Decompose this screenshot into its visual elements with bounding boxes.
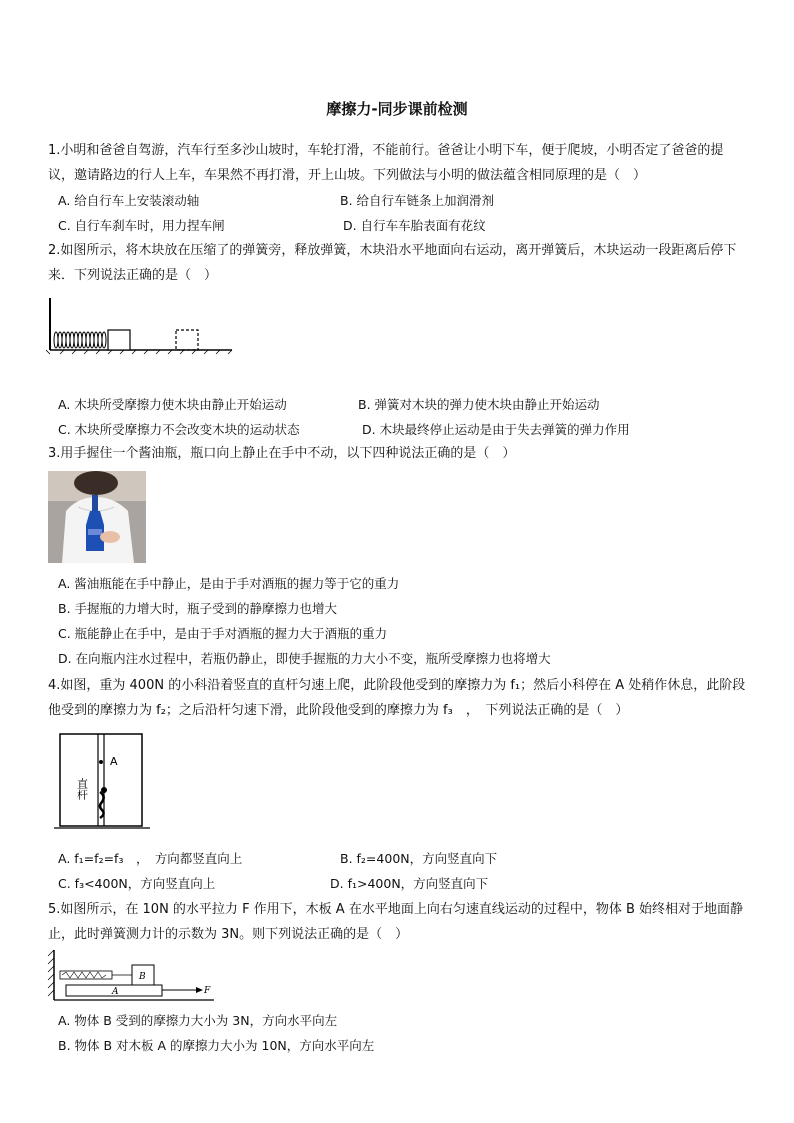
block-b-label: B: [139, 972, 146, 982]
force-f-label: F: [204, 986, 211, 996]
pole-climb-figure: [52, 730, 152, 832]
q2-option-c: C. 木块所受摩擦力不会改变木块的运动状态: [58, 422, 300, 437]
q5-option-b: B. 物体 B 对木板 A 的摩擦力大小为 10N，方向水平向左: [58, 1038, 375, 1053]
q4-option-d: D. f₁>400N，方向竖直向下: [330, 876, 489, 891]
q1-option-b: B. 给自行车链条上加润滑剂: [340, 193, 495, 208]
q4-option-a: A. f₁=f₂=f₃ ， 方向都竖直向上: [58, 851, 243, 866]
spring-block-figure: [46, 294, 236, 356]
q2-option-a: A. 木块所受摩擦力使木块由静止开始运动: [58, 397, 287, 412]
bottle-photo: [48, 471, 146, 563]
question-3-stem: 3.用手握住一个酱油瓶，瓶口向上静止在手中不动，以下四种说法正确的是（ ）: [48, 446, 516, 461]
q2-option-b: B. 弹簧对木块的弹力使木块由静止开始运动: [358, 397, 600, 412]
question-1-stem: 1.小明和爸爸自驾游，汽车行至多沙山坡时，车轮打滑，不能前行。爸爸让小明下车，便于爬坡，小明否定了爸爸的提议，邀请路边的行人上车，车果然不再打滑，开上山坡。下列做法与小明的做法蕴含相同原理的是（ ）: [48, 143, 724, 183]
q3-option-a: A. 酱油瓶能在手中静止，是由于手对酒瓶的握力等于它的重力: [58, 576, 400, 591]
q5-option-a: A. 物体 B 受到的摩擦力大小为 3N，方向水平向左: [58, 1013, 338, 1028]
q1-option-c: C. 自行车刹车时，用力捏车闸: [58, 218, 225, 233]
page-title: 摩擦力-同步课前检测: [326, 100, 468, 118]
question-2-stem: 2.如图所示，将木块放在压缩了的弹簧旁，释放弹簧，木块沿水平地面向右运动，离开弹簧后，木块运动一段距离后停下来．下列说法正确的是（ ）: [48, 243, 737, 283]
spring-scale-figure: [46, 948, 218, 1004]
q3-option-b: B. 手握瓶的力增大时，瓶子受到的静摩擦力也增大: [58, 601, 338, 616]
q4-option-c: C. f₃<400N，方向竖直向上: [58, 876, 216, 891]
q4-option-b: B. f₂=400N，方向竖直向下: [340, 851, 498, 866]
q1-option-d: D. 自行车车胎表面有花纹: [343, 218, 486, 233]
board-a-label: A: [112, 987, 119, 997]
q2-option-d: D. 木块最终停止运动是由于失去弹簧的弹力作用: [362, 422, 630, 437]
q1-option-a: A. 给自行车上安装滚动轴: [58, 193, 200, 208]
pole-label: 直杆: [75, 778, 89, 800]
question-5-stem: 5.如图所示，在 10N 的水平拉力 F 作用下，木板 A 在水平地面上向右匀速直线运动的过程中，物体 B 始终相对于地面静止，此时弹簧测力计的示数为 3N。则下列说法正确的是（ ）: [48, 902, 744, 942]
point-a-label: A: [110, 755, 118, 768]
question-4-stem: 4.如图，重为 400N 的小科沿着竖直的直杆匀速上爬，此阶段他受到的摩擦力为 f₁；然后小科停在 A 处稍作休息，此阶段他受到的摩擦力为 f₂；之后沿杆匀速下滑，此阶段他受到的摩擦力为 f₃ ， 下列说法正确的是（ ）: [48, 678, 746, 718]
q3-option-d: D. 在向瓶内注水过程中，若瓶仍静止，即使手握瓶的力大小不变，瓶所受摩擦力也将增大: [58, 651, 551, 666]
q3-option-c: C. 瓶能静止在手中，是由于手对酒瓶的握力大于酒瓶的重力: [58, 626, 388, 641]
